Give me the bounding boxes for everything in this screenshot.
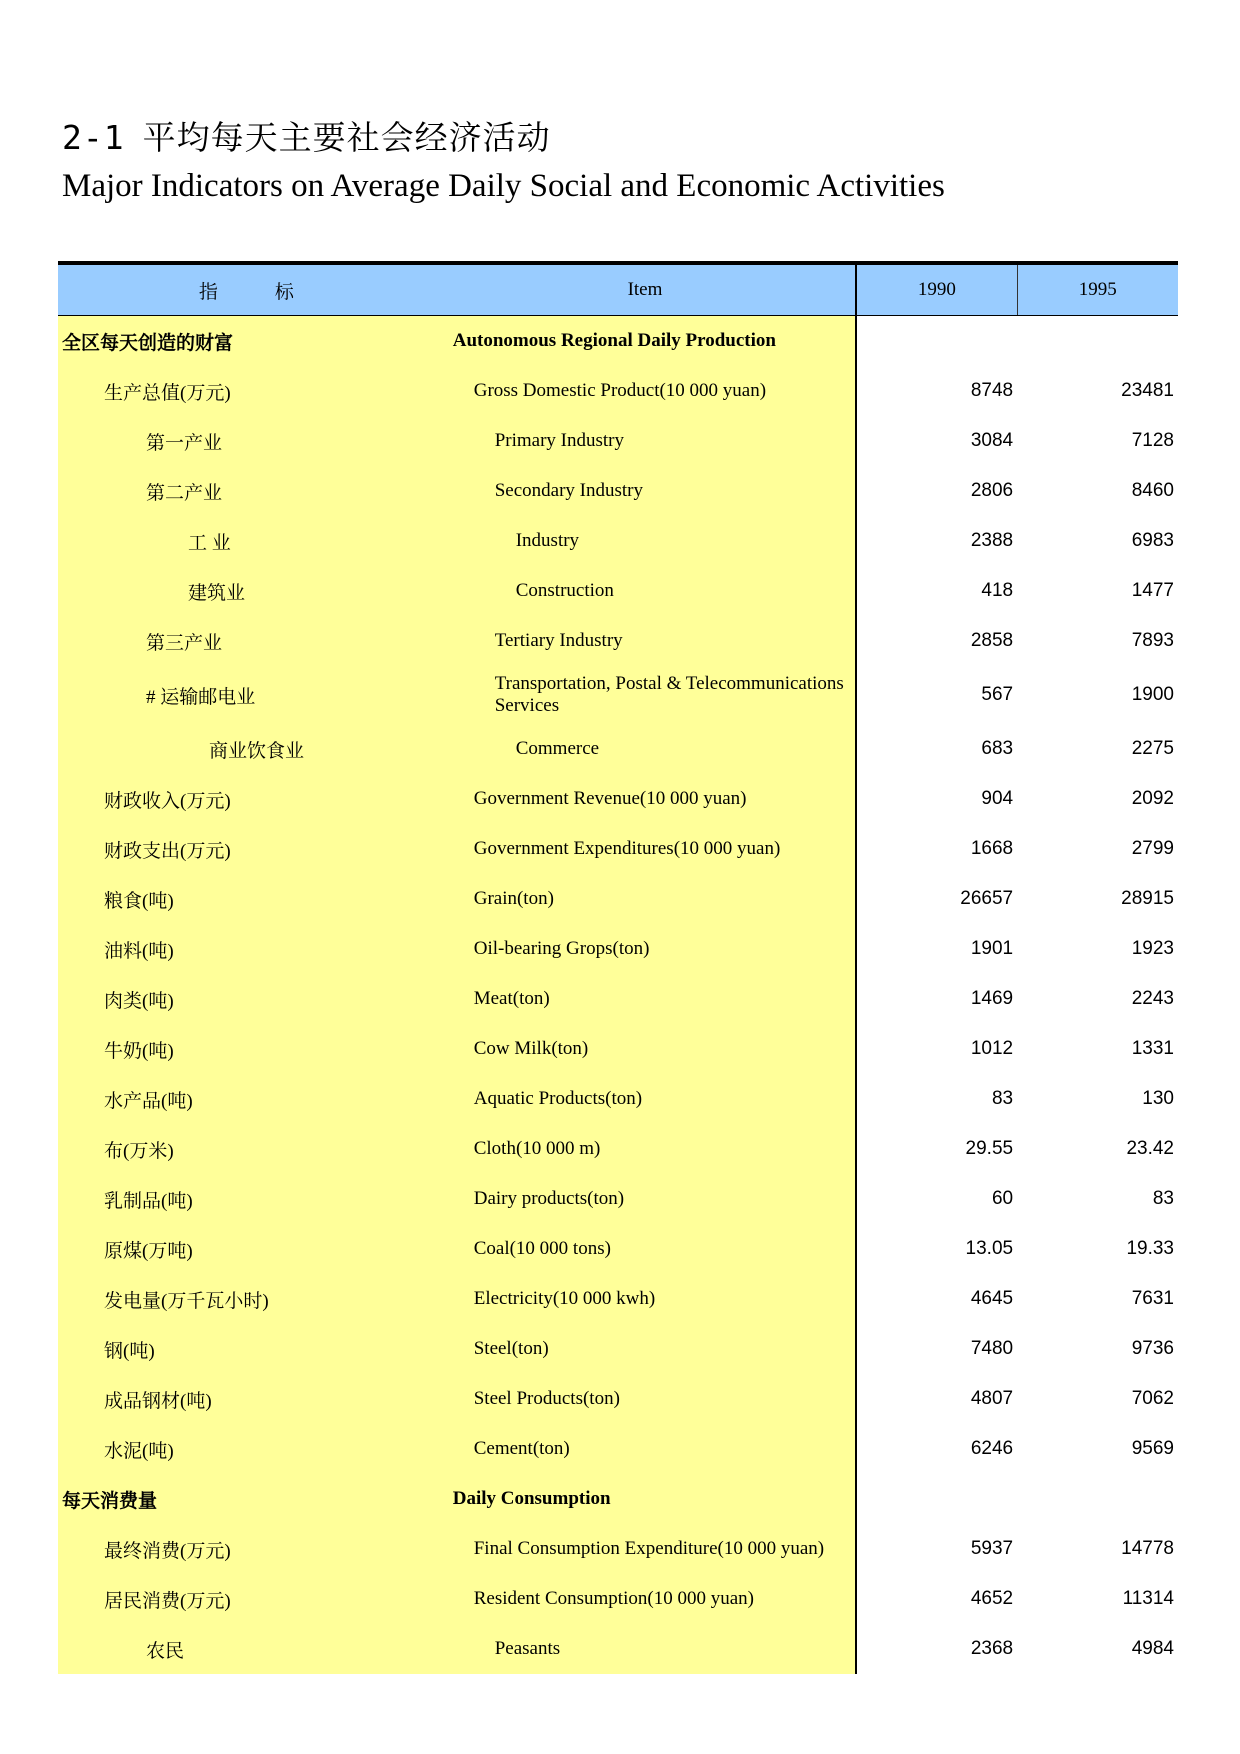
value-1995-cell: 7893 (1131, 630, 1174, 651)
table-row (58, 1624, 1178, 1674)
value-1995-cell: 2799 (1131, 838, 1174, 859)
table-row (58, 924, 1178, 974)
indicator-en-cell: Commerce (435, 724, 857, 774)
table-row (58, 516, 1178, 566)
value-1995-cell: 2092 (1131, 788, 1174, 809)
value-1995-cell: 8460 (1131, 480, 1174, 501)
indicator-en-cell: Aquatic Products(ton) (435, 1074, 857, 1124)
value-1995-cell: 19.33 (1126, 1238, 1174, 1259)
value-1995-cell: 1331 (1131, 1038, 1174, 1059)
indicator-en-cell: Dairy products(ton) (435, 1174, 857, 1224)
indicator-en-cell: Grain(ton) (435, 874, 857, 924)
indicator-cn-cell: 发电量(万千瓦小时) (58, 1274, 435, 1324)
value-1995-cell: 2275 (1131, 738, 1174, 759)
indicator-cn-cell: 商业饮食业 (58, 724, 435, 774)
section-row (58, 316, 1178, 367)
value-1990-cell: 3084 (856, 416, 1017, 466)
indicator-en-cell: Tertiary Industry (435, 616, 857, 666)
value-1990-cell: 8748 (856, 366, 1017, 416)
indicator-en-cell: Government Expenditures(10 000 yuan) (435, 824, 857, 874)
indicator-cn-cell: 最终消费(万元) (58, 1524, 435, 1574)
table-row (58, 1374, 1178, 1424)
indicator-en-cell: Government Revenue(10 000 yuan) (435, 774, 857, 824)
indicator-en-cell: Autonomous Regional Daily Production (435, 316, 857, 367)
header-year-1995: 1995 (1017, 263, 1178, 316)
indicator-cn-cell: 建筑业 (58, 566, 435, 616)
value-1990-cell: 83 (856, 1074, 1017, 1124)
value-1995-cell: 7128 (1131, 430, 1174, 451)
value-1995-cell: 1900 (1131, 684, 1174, 705)
indicator-cn-cell: 农民 (58, 1624, 435, 1674)
indicator-cn-cell: 乳制品(吨) (58, 1174, 435, 1224)
value-1995-cell: 6983 (1131, 530, 1174, 551)
value-1995-cell: 11314 (1122, 1588, 1174, 1609)
value-1990-cell: 2368 (856, 1624, 1017, 1674)
table-row (58, 824, 1178, 874)
indicator-en-cell: Steel Products(ton) (435, 1374, 857, 1424)
table-row (58, 416, 1178, 466)
section-row (58, 1474, 1178, 1524)
value-1990-cell: 418 (856, 566, 1017, 616)
indicator-cn-cell: 油料(吨) (58, 924, 435, 974)
value-1995-cell: 9736 (1131, 1338, 1174, 1359)
table-row (58, 616, 1178, 666)
indicator-en-cell: Gross Domestic Product(10 000 yuan) (435, 366, 857, 416)
value-1990-cell: 5937 (856, 1524, 1017, 1574)
indicators-table (58, 261, 1178, 1674)
value-1995-cell (1017, 1474, 1178, 1524)
table-row (58, 1424, 1178, 1474)
indicator-en-cell: Cow Milk(ton) (435, 1024, 857, 1074)
table-row (58, 1074, 1178, 1124)
value-1995-cell: 7062 (1131, 1388, 1174, 1409)
indicator-cn-cell: 工 业 (58, 516, 435, 566)
value-1990-cell: 904 (856, 774, 1017, 824)
value-1990-cell: 1469 (856, 974, 1017, 1024)
indicator-en-cell: Primary Industry (435, 416, 857, 466)
table-row (58, 1124, 1178, 1174)
value-1990-cell: 4807 (856, 1374, 1017, 1424)
table-row (58, 724, 1178, 774)
value-1990-cell: 4645 (856, 1274, 1017, 1324)
indicator-cn-cell: 生产总值(万元) (58, 366, 435, 416)
indicator-cn-cell: 第一产业 (58, 416, 435, 466)
indicator-en-cell: Electricity(10 000 kwh) (435, 1274, 857, 1324)
indicator-cn-cell: 钢(吨) (58, 1324, 435, 1374)
table-row (58, 774, 1178, 824)
table-body (58, 316, 1178, 1675)
indicator-en-cell: Oil-bearing Grops(ton) (435, 924, 857, 974)
value-1990-cell (856, 1474, 1017, 1524)
indicator-en-cell: Industry (435, 516, 857, 566)
indicator-en-cell: Construction (435, 566, 857, 616)
value-1990-cell: 1012 (856, 1024, 1017, 1074)
indicator-cn-cell: 财政支出(万元) (58, 824, 435, 874)
value-1990-cell: 6246 (856, 1424, 1017, 1474)
indicator-cn-cell: 第二产业 (58, 466, 435, 516)
table-row (58, 366, 1178, 416)
header-item: Item (435, 263, 857, 316)
indicator-en-cell: Daily Consumption (435, 1474, 857, 1524)
value-1995-cell (1017, 316, 1178, 367)
value-1990-cell: 60 (856, 1174, 1017, 1224)
value-1995-cell: 14778 (1121, 1538, 1174, 1559)
table-row (58, 466, 1178, 516)
indicator-cn-cell: 水泥(吨) (58, 1424, 435, 1474)
indicator-cn-cell: 水产品(吨) (58, 1074, 435, 1124)
indicator-en-cell: Cloth(10 000 m) (435, 1124, 857, 1174)
indicator-cn-cell: # 运输邮电业 (58, 666, 435, 724)
indicator-en-cell: Peasants (435, 1624, 857, 1674)
value-1990-cell: 29.55 (856, 1124, 1017, 1174)
indicator-en-cell: Final Consumption Expenditure(10 000 yuan) (435, 1524, 857, 1574)
indicator-cn-cell: 肉类(吨) (58, 974, 435, 1024)
table-row (58, 1174, 1178, 1224)
value-1995-cell: 9569 (1131, 1438, 1174, 1459)
indicator-cn-cell: 布(万米) (58, 1124, 435, 1174)
value-1990-cell: 13.05 (856, 1224, 1017, 1274)
table-row (58, 1574, 1178, 1624)
indicator-en-cell: Meat(ton) (435, 974, 857, 1024)
indicator-cn-cell: 成品钢材(吨) (58, 1374, 435, 1424)
indicator-en-cell: Secondary Industry (435, 466, 857, 516)
value-1990-cell: 1668 (856, 824, 1017, 874)
table-row (58, 1324, 1178, 1374)
table-row (58, 974, 1178, 1024)
value-1995-cell: 83 (1152, 1188, 1174, 1209)
indicator-en-cell: Resident Consumption(10 000 yuan) (435, 1574, 857, 1624)
value-1995-cell: 28915 (1121, 888, 1174, 909)
value-1995-cell: 2243 (1131, 988, 1174, 1009)
indicator-cn-cell: 财政收入(万元) (58, 774, 435, 824)
table-row (58, 1524, 1178, 1574)
table-row (58, 666, 1178, 724)
value-1990-cell: 7480 (856, 1324, 1017, 1374)
table-row (58, 566, 1178, 616)
table-number: 2-1 (62, 118, 125, 157)
value-1995-cell: 23481 (1121, 380, 1174, 401)
title-cn-text: 平均每天主要社会经济活动 (142, 118, 551, 157)
value-1990-cell: 2806 (856, 466, 1017, 516)
indicator-cn-cell: 粮食(吨) (58, 874, 435, 924)
indicator-en-cell: Steel(ton) (435, 1324, 857, 1374)
indicator-en-cell: Coal(10 000 tons) (435, 1224, 857, 1274)
header-year-1990: 1990 (856, 263, 1017, 316)
value-1990-cell: 2858 (856, 616, 1017, 666)
indicator-en-cell: Transportation, Postal & Telecommunications Services (435, 666, 857, 724)
value-1990-cell: 4652 (856, 1574, 1017, 1624)
value-1995-cell: 1477 (1131, 580, 1174, 601)
table-row (58, 1274, 1178, 1324)
indicator-cn-cell: 居民消费(万元) (58, 1574, 435, 1624)
header-indicator-cn: 指 标 (58, 263, 435, 316)
value-1995-cell: 1923 (1131, 938, 1174, 959)
table-row (58, 1224, 1178, 1274)
table-title-en: Major Indicators on Average Daily Social and Economic Activities (62, 168, 945, 204)
indicator-cn-cell: 全区每天创造的财富 (58, 316, 435, 367)
value-1990-cell: 2388 (856, 516, 1017, 566)
value-1995-cell: 4984 (1131, 1638, 1174, 1659)
table-header (58, 263, 1178, 316)
value-1990-cell: 683 (856, 724, 1017, 774)
value-1990-cell: 1901 (856, 924, 1017, 974)
table-row (58, 1024, 1178, 1074)
value-1995-cell: 7631 (1131, 1288, 1174, 1309)
table-row (58, 874, 1178, 924)
value-1990-cell: 26657 (856, 874, 1017, 924)
value-1990-cell: 567 (856, 666, 1017, 724)
value-1995-cell: 23.42 (1126, 1138, 1174, 1159)
value-1995-cell: 130 (1142, 1088, 1174, 1109)
indicator-cn-cell: 原煤(万吨) (58, 1224, 435, 1274)
indicator-cn-cell: 牛奶(吨) (58, 1024, 435, 1074)
value-1990-cell (856, 316, 1017, 367)
indicator-cn-cell: 第三产业 (58, 616, 435, 666)
indicator-cn-cell: 每天消费量 (58, 1474, 435, 1524)
indicator-en-cell: Cement(ton) (435, 1424, 857, 1474)
table-title-cn (62, 112, 551, 159)
